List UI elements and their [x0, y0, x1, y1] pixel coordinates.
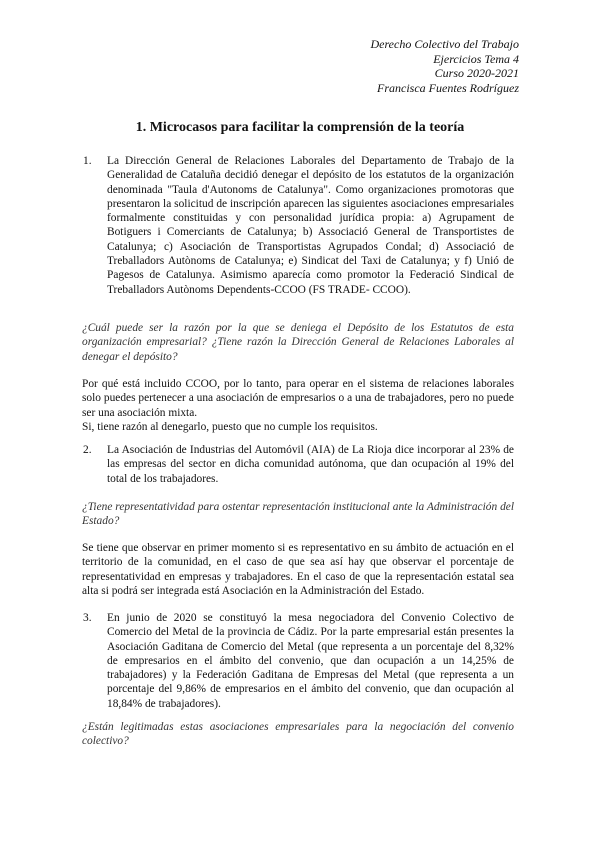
course-subject: Derecho Colectivo del Trabajo: [370, 37, 519, 51]
academic-year: Curso 2020-2021: [434, 66, 519, 80]
case-text: En junio de 2020 se constituyó la mesa negociadora del Convenio Colectivo de Comercio del Metal de la provincia de Cádiz. Por la parte empresarial están presentes la Asociación Gaditana de Comercio del Metal (que representa a un porcentaje del 8,32% de empresarios en el ámbito del convenio, que dan ocupación a un 14,25% de trabajadores) y la Federación Gaditana de Empresas del Metal (que representa a un porcentaje del 9,86% de empresarios en el ámbito del convenio, que dan ocupación al 18,84% de trabajadores).: [107, 612, 514, 710]
case-number: 3.: [83, 612, 92, 624]
case-3: [83, 611, 514, 711]
answer-paragraph: Si, tiene razón al denegarlo, puesto que no cumple los requisitos.: [82, 420, 378, 433]
case-text: La Dirección General de Relaciones Laborales del Departamento de Trabajo de la Generalidad de Cataluña decidió denegar el depósito de los estatutos de la organización denominada "Taula d'Autonoms de Catalunya". Como organizaciones promotoras que presentaron la solicitud de inscripción aparecen las siguientes asociaciones empresariales formalmente constituidas y con personalidad jurídica propia: a) Agrupament de Botiguers i Comerciants de Catalunya; b) Associació General de Transportistes de Catalunya; c) Asociación de Transportistas Agrupados Condal; d) Associació de Treballadors Autònoms de Catalunya; e) Sindicat del Taxi de Catalunya; y f) Unió de Pagesos de Catalunya. Asimismo aparecía como promotor la Federació Sindical de Treballadors Autònoms Dependents-CCOO (FS TRADE- CCOO).: [107, 155, 514, 296]
case-1-answer: [82, 377, 514, 434]
case-number: 2.: [83, 444, 92, 456]
answer-paragraph: Por qué está incluido CCOO, por lo tanto, para operar en el sistema de relaciones laborales solo puedes pertenecer a una asociación de empresarios o a una de trabajadores, pero no puede ser una asociación mixta.: [82, 378, 514, 419]
case-1-question: ¿Cuál puede ser la razón por la que se deniega el Depósito de los Estatutos de esta organización empresarial? ¿Tiene razón la Dirección General de Relaciones Laborales al denegar el depósito?: [82, 322, 514, 363]
case-number: 1.: [83, 155, 92, 167]
section-title: 1. Microcasos para facilitar la comprensión de la teoría: [135, 120, 465, 135]
case-2-answer: [82, 541, 514, 598]
case-2-question: ¿Tiene representatividad para ostentar representación institucional ante la Administración del Estado?: [82, 501, 514, 528]
answer-paragraph: Se tiene que observar en primer momento si es representativo en su ámbito de actuación en el territorio de la comunidad, en el caso de que sea así hay que observar el porcentaje de representatividad en empresas y trabajadores. En el caso de que la representación estatal sea alta si podrá ser integrada está Asociación en la Administración del Estado.: [82, 542, 514, 597]
student-name: Francisca Fuentes Rodríguez: [377, 80, 519, 95]
exercise-topic: Ejercicios Tema 4: [433, 51, 519, 66]
case-2: [83, 443, 514, 486]
case-3-question: ¿Están legitimadas estas asociaciones empresariales para la negociación del convenio colectivo?: [82, 721, 514, 748]
case-text: La Asociación de Industrias del Automóvil (AIA) de La Rioja dice incorporar al 23% de las empresas del sector en dicha comunidad autónoma, que dan ocupación al 19% del total de los trabajadores.: [107, 444, 514, 485]
document-header: [370, 37, 519, 95]
case-1: [83, 154, 514, 297]
